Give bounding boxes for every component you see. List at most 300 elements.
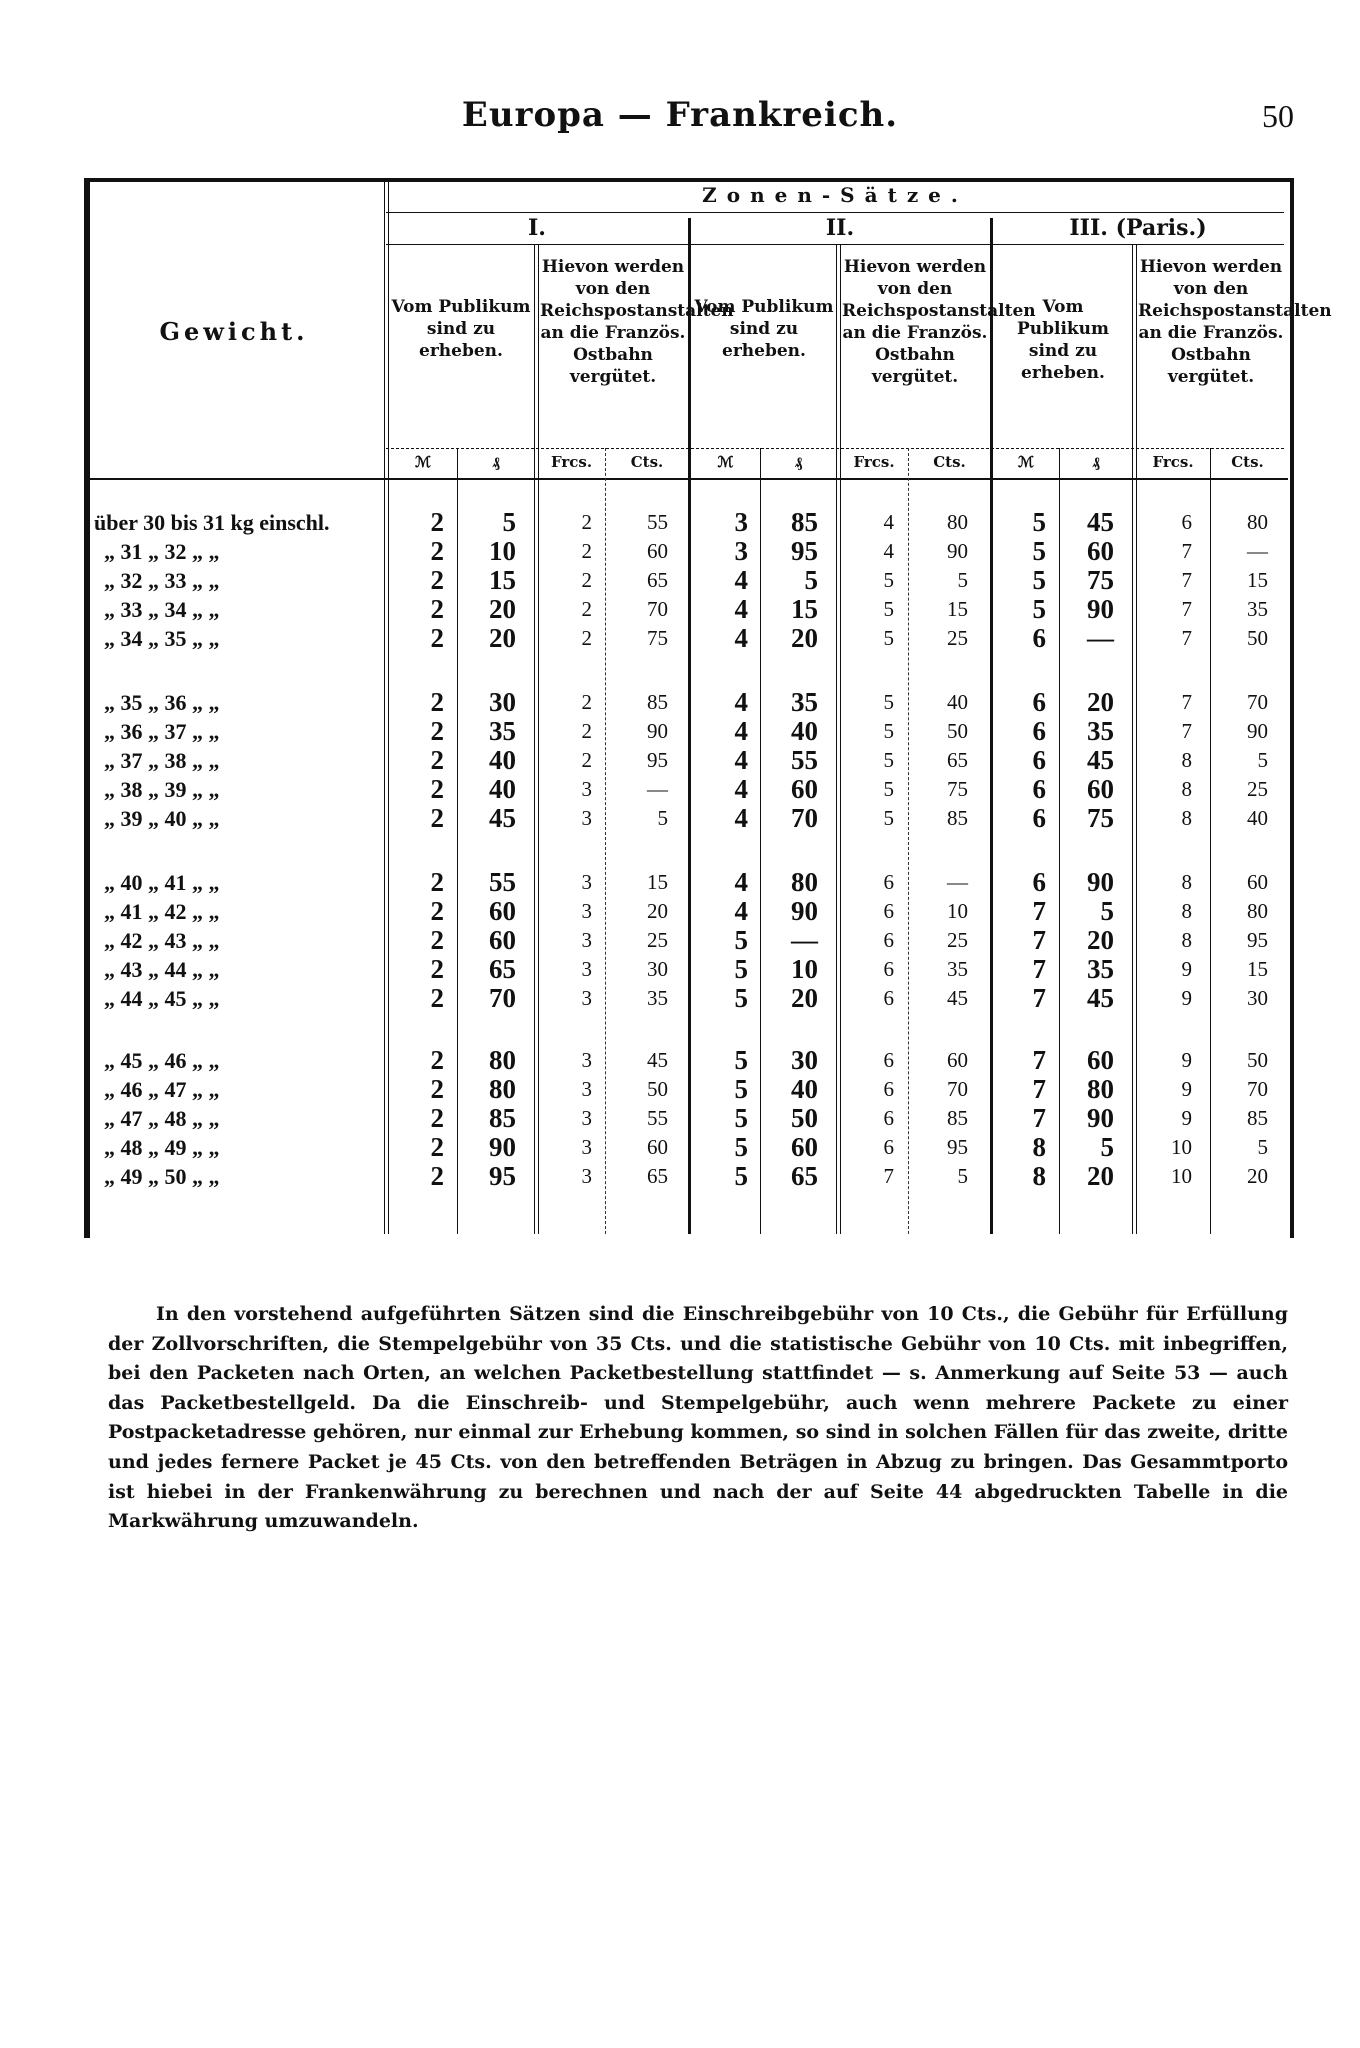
mark-zone-2: 4	[734, 896, 748, 926]
mark-zone-1: 2	[430, 1161, 444, 1191]
page-number: 50	[1262, 98, 1294, 134]
cts-zone-2: 45	[947, 986, 968, 1010]
mark-zone-2: 4	[734, 803, 748, 833]
frcs-zone-2: 5	[883, 806, 894, 830]
zone-1-label: I.	[528, 215, 546, 241]
cts-zone-2: 70	[947, 1077, 968, 1101]
mark-zone-3: 6	[1032, 867, 1046, 897]
mark-zone-2: 4	[734, 745, 748, 775]
mark-zone-1: 2	[430, 507, 444, 537]
pf-zone-2: 15	[791, 594, 818, 624]
pf-zone-1: 30	[489, 687, 516, 717]
pf-zone-2: 10	[791, 954, 818, 984]
frcs-zone-3: 7	[1181, 597, 1192, 621]
cts-zone-3: 60	[1247, 870, 1268, 894]
mark-zone-3: 6	[1032, 803, 1046, 833]
header-bottom-rule	[84, 478, 1288, 480]
weight-range: „ 47 „ 48 „ „	[104, 1106, 220, 1131]
weight-range: „ 48 „ 49 „ „	[104, 1135, 220, 1160]
cts-zone-2: 5	[957, 1164, 968, 1188]
cts-zone-1: 5	[657, 806, 668, 830]
pf-zone-2: 60	[791, 774, 818, 804]
frcs-zone-1: 3	[581, 1048, 592, 1072]
pf-zone-3: 60	[1087, 536, 1114, 566]
weight-range: „ 40 „ 41 „ „	[104, 870, 220, 895]
frcs-zone-3: 7	[1181, 690, 1192, 714]
mark-zone-1: 2	[430, 1074, 444, 1104]
pf-zone-3: 5	[1100, 1132, 1114, 1162]
cts-zone-2: 80	[947, 510, 968, 534]
frcs-zone-2: 5	[883, 626, 894, 650]
pf-zone-1: 60	[489, 925, 516, 955]
weight-range: „ 43 „ 44 „ „	[104, 957, 220, 982]
weight-range: „ 42 „ 43 „ „	[104, 928, 220, 953]
divider	[1132, 244, 1137, 1234]
cts-zone-3: 35	[1247, 597, 1268, 621]
pf-zone-2: 60	[791, 1132, 818, 1162]
divider	[534, 244, 539, 1234]
mark-zone-3: 6	[1032, 745, 1046, 775]
pf-zone-1: 60	[489, 896, 516, 926]
cts-zone-2: 5	[957, 568, 968, 592]
pf-zone-2: 65	[791, 1161, 818, 1191]
frcs-zone-3: 8	[1181, 928, 1192, 952]
frcs-zone-2: 7	[883, 1164, 894, 1188]
mark-zone-2: 5	[734, 983, 748, 1013]
mark-zone-1: 2	[430, 623, 444, 653]
mark-zone-1: 2	[430, 1103, 444, 1133]
frcs-zone-3: 10	[1171, 1135, 1192, 1159]
pf-zone-1: 10	[489, 536, 516, 566]
cts-zone-1: 70	[647, 597, 668, 621]
pf-zone-1: 70	[489, 983, 516, 1013]
frcs-zone-2: 6	[883, 870, 894, 894]
mark-zone-2: 5	[734, 954, 748, 984]
cts-zone-3: 30	[1247, 986, 1268, 1010]
zone-3-label: III. (Paris.)	[1069, 215, 1207, 241]
frcs-zone-3: 7	[1181, 568, 1192, 592]
mark-zone-1: 2	[430, 716, 444, 746]
frcs-zone-1: 3	[581, 986, 592, 1010]
frcs-zone-2: 6	[883, 1077, 894, 1101]
pf-zone-3: 60	[1087, 1045, 1114, 1075]
cts-zone-1: 60	[647, 1135, 668, 1159]
pf-zone-1: 45	[489, 803, 516, 833]
frcs-zone-3: 10	[1171, 1164, 1192, 1188]
pf-zone-2: 95	[791, 536, 818, 566]
weight-header: Gewicht.	[159, 317, 309, 346]
cts-zone-1: 65	[647, 1164, 668, 1188]
weight-range: über 30 bis 31 kg einschl.	[94, 510, 330, 535]
pf-zone-3: 45	[1087, 745, 1114, 775]
cts-zone-3: 25	[1247, 777, 1268, 801]
weight-range: „ 45 „ 46 „ „	[104, 1048, 220, 1073]
cts-zone-2: 15	[947, 597, 968, 621]
zone-2-collect-header: Vom Publikum sind zu erheben.	[694, 297, 834, 361]
pf-zone-2: 20	[791, 983, 818, 1013]
divider	[836, 244, 841, 1234]
pf-zone-2: 70	[791, 803, 818, 833]
pf-zone-2: 85	[791, 507, 818, 537]
pf-zone-1: 80	[489, 1074, 516, 1104]
cts-zone-3: 50	[1247, 626, 1268, 650]
frcs-zone-2: 5	[883, 777, 894, 801]
mark-zone-2: 4	[734, 623, 748, 653]
mark-zone-3: 7	[1032, 954, 1046, 984]
cts-zone-1: 55	[647, 1106, 668, 1130]
pf-zone-2: 40	[791, 1074, 818, 1104]
mark-zone-3: 5	[1032, 507, 1046, 537]
cts-zone-1: 95	[647, 748, 668, 772]
zone-3-credit-header: Hievon werden von den Reichspostanstalten an die Französ. Ostbahn vergütet.	[1138, 257, 1332, 387]
pf-zone-3: 60	[1087, 774, 1114, 804]
cts-zone-2: 35	[947, 957, 968, 981]
cts-zone-1: 55	[647, 510, 668, 534]
mark-zone-2: 5	[734, 925, 748, 955]
frcs-zone-3: 9	[1181, 1077, 1192, 1101]
mark-zone-3: 7	[1032, 896, 1046, 926]
pf-zone-3: 20	[1087, 1161, 1114, 1191]
frcs-zone-3: 7	[1181, 626, 1192, 650]
mark-zone-3: 7	[1032, 1045, 1046, 1075]
divider	[386, 448, 1284, 449]
pf-zone-3: 75	[1087, 565, 1114, 595]
unit-frcs: Frcs.	[550, 453, 593, 471]
mark-zone-3: 8	[1032, 1161, 1046, 1191]
cts-zone-1: 25	[647, 928, 668, 952]
cts-zone-3: 5	[1257, 748, 1268, 772]
mark-zone-2: 5	[734, 1103, 748, 1133]
frcs-zone-1: 3	[581, 806, 592, 830]
cts-zone-3: 80	[1247, 899, 1268, 923]
mark-zone-2: 5	[734, 1045, 748, 1075]
pf-zone-3: 45	[1087, 983, 1114, 1013]
pf-zone-3: 35	[1087, 716, 1114, 746]
mark-zone-1: 2	[430, 954, 444, 984]
mark-zone-2: 5	[734, 1161, 748, 1191]
frcs-zone-1: 2	[581, 510, 592, 534]
pf-zone-2: 50	[791, 1103, 818, 1133]
unit-mark: ℳ	[414, 453, 432, 471]
frcs-zone-2: 6	[883, 1106, 894, 1130]
pf-zone-1: 5	[502, 507, 516, 537]
divider	[386, 244, 1284, 245]
frcs-zone-1: 2	[581, 539, 592, 563]
frcs-zone-2: 5	[883, 719, 894, 743]
divider	[1059, 448, 1060, 1234]
mark-zone-1: 2	[430, 1045, 444, 1075]
weight-range: „ 32 „ 33 „ „	[104, 568, 220, 593]
cts-zone-3: 95	[1247, 928, 1268, 952]
unit-pf: ₰	[1092, 453, 1100, 471]
cts-zone-3: 90	[1247, 719, 1268, 743]
cts-zone-2: 90	[947, 539, 968, 563]
frcs-zone-3: 8	[1181, 806, 1192, 830]
pf-zone-1: 65	[489, 954, 516, 984]
pf-zone-2: 90	[791, 896, 818, 926]
mark-zone-1: 2	[430, 983, 444, 1013]
mark-zone-1: 2	[430, 565, 444, 595]
pf-zone-1: 35	[489, 716, 516, 746]
cts-zone-2: 40	[947, 690, 968, 714]
cts-zone-1: —	[647, 777, 668, 801]
frcs-zone-1: 3	[581, 870, 592, 894]
frcs-zone-1: 3	[581, 1135, 592, 1159]
frcs-zone-3: 9	[1181, 957, 1192, 981]
cts-zone-3: 5	[1257, 1135, 1268, 1159]
pf-zone-1: 85	[489, 1103, 516, 1133]
frcs-zone-1: 3	[581, 1164, 592, 1188]
pf-zone-3: 5	[1100, 896, 1114, 926]
divider	[457, 448, 458, 1234]
unit-frcs: Frcs.	[1152, 453, 1194, 471]
frcs-zone-3: 8	[1181, 899, 1192, 923]
unit-cts: Cts.	[1231, 453, 1264, 471]
pf-zone-2: 40	[791, 716, 818, 746]
pf-zone-1: 40	[489, 745, 516, 775]
cts-zone-2: 60	[947, 1048, 968, 1072]
frcs-zone-2: 6	[883, 957, 894, 981]
pf-zone-3: 20	[1087, 925, 1114, 955]
mark-zone-1: 2	[430, 925, 444, 955]
unit-pf: ₰	[794, 453, 803, 471]
mark-zone-2: 3	[734, 507, 748, 537]
cts-zone-3: 80	[1247, 510, 1268, 534]
cts-zone-3: —	[1247, 539, 1268, 563]
pf-zone-1: 20	[489, 594, 516, 624]
cts-zone-2: 95	[947, 1135, 968, 1159]
cts-zone-3: 85	[1247, 1106, 1268, 1130]
frcs-zone-2: 5	[883, 597, 894, 621]
frcs-zone-3: 7	[1181, 539, 1192, 563]
pf-zone-3: 80	[1087, 1074, 1114, 1104]
mark-zone-1: 2	[430, 745, 444, 775]
mark-zone-2: 5	[734, 1074, 748, 1104]
mark-zone-3: 6	[1032, 687, 1046, 717]
frcs-zone-3: 9	[1181, 986, 1192, 1010]
frcs-zone-1: 2	[581, 597, 592, 621]
weight-range: „ 35 „ 36 „ „	[104, 690, 220, 715]
cts-zone-1: 15	[647, 870, 668, 894]
frcs-zone-2: 6	[883, 928, 894, 952]
divider	[990, 218, 993, 1234]
frcs-zone-2: 6	[883, 899, 894, 923]
mark-zone-3: 5	[1032, 565, 1046, 595]
cts-zone-2: 65	[947, 748, 968, 772]
zone-2-label: II.	[825, 215, 855, 241]
frcs-zone-1: 3	[581, 957, 592, 981]
divider	[386, 212, 1284, 213]
zone-3-collect-header: Vom Publikum sind zu erheben.	[1016, 297, 1110, 383]
mark-zone-2: 4	[734, 716, 748, 746]
pf-zone-2: 20	[791, 623, 818, 653]
mark-zone-2: 4	[734, 774, 748, 804]
pf-zone-3: 45	[1087, 507, 1114, 537]
mark-zone-1: 2	[430, 687, 444, 717]
mark-zone-1: 2	[430, 1132, 444, 1162]
frcs-zone-1: 3	[581, 1106, 592, 1130]
mark-zone-2: 4	[734, 687, 748, 717]
pf-zone-3: 35	[1087, 954, 1114, 984]
frcs-zone-1: 3	[581, 777, 592, 801]
unit-frcs: Frcs.	[853, 453, 895, 471]
cts-zone-3: 40	[1247, 806, 1268, 830]
mark-zone-3: 7	[1032, 925, 1046, 955]
frcs-zone-1: 2	[581, 690, 592, 714]
weight-range: „ 37 „ 38 „ „	[104, 748, 220, 773]
mark-zone-2: 3	[734, 536, 748, 566]
pf-zone-1: 80	[489, 1045, 516, 1075]
cts-zone-2: 50	[947, 719, 968, 743]
cts-zone-3: 15	[1247, 568, 1268, 592]
mark-zone-3: 6	[1032, 716, 1046, 746]
mark-zone-3: 6	[1032, 623, 1046, 653]
cts-zone-1: 60	[647, 539, 668, 563]
pf-zone-1: 90	[489, 1132, 516, 1162]
divider	[760, 448, 761, 1234]
frcs-zone-1: 2	[581, 748, 592, 772]
cts-zone-2: 10	[947, 899, 968, 923]
divider	[688, 218, 691, 1234]
zone-1-collect-header: Vom Publikum sind zu erheben.	[391, 297, 531, 361]
frcs-zone-1: 3	[581, 1077, 592, 1101]
cts-zone-1: 90	[647, 719, 668, 743]
frcs-zone-3: 9	[1181, 1048, 1192, 1072]
frcs-zone-1: 2	[581, 568, 592, 592]
frcs-zone-3: 8	[1181, 777, 1192, 801]
pf-zone-1: 40	[489, 774, 516, 804]
mark-zone-1: 2	[430, 803, 444, 833]
pf-zone-2: 55	[791, 745, 818, 775]
frcs-zone-2: 4	[883, 510, 894, 534]
pf-zone-1: 20	[489, 623, 516, 653]
frcs-zone-1: 2	[581, 626, 592, 650]
frcs-zone-2: 6	[883, 986, 894, 1010]
cts-zone-3: 15	[1247, 957, 1268, 981]
weight-range: „ 44 „ 45 „ „	[104, 986, 220, 1011]
frcs-zone-2: 4	[883, 539, 894, 563]
cts-zone-1: 85	[647, 690, 668, 714]
weight-range: „ 38 „ 39 „ „	[104, 777, 220, 802]
cts-zone-2: 85	[947, 1106, 968, 1130]
mark-zone-1: 2	[430, 774, 444, 804]
cts-zone-2: 25	[947, 928, 968, 952]
cts-zone-3: 20	[1247, 1164, 1268, 1188]
frcs-zone-2: 6	[883, 1135, 894, 1159]
pf-zone-1: 95	[489, 1161, 516, 1191]
mark-zone-1: 2	[430, 594, 444, 624]
weight-range: „ 41 „ 42 „ „	[104, 899, 220, 924]
pf-zone-2: 5	[804, 565, 818, 595]
weight-range: „ 33 „ 34 „ „	[104, 597, 220, 622]
pf-zone-3: 75	[1087, 803, 1114, 833]
zones-header: Zonen-Sätze.	[702, 183, 968, 207]
unit-mark: ℳ	[1017, 453, 1035, 471]
weight-range: „ 39 „ 40 „ „	[104, 806, 220, 831]
pf-zone-2: —	[791, 925, 818, 955]
cts-zone-1: 50	[647, 1077, 668, 1101]
unit-cts: Cts.	[630, 453, 664, 471]
mark-zone-2: 4	[734, 565, 748, 595]
frcs-zone-3: 8	[1181, 870, 1192, 894]
pf-zone-1: 15	[489, 565, 516, 595]
cts-zone-3: 70	[1247, 1077, 1268, 1101]
rate-table	[84, 178, 1332, 1238]
mark-zone-3: 5	[1032, 594, 1046, 624]
pf-zone-2: 30	[791, 1045, 818, 1075]
mark-zone-3: 6	[1032, 774, 1046, 804]
mark-zone-3: 7	[1032, 1074, 1046, 1104]
frcs-zone-3: 6	[1181, 510, 1192, 534]
frcs-zone-2: 5	[883, 690, 894, 714]
pf-zone-3: 20	[1087, 687, 1114, 717]
pf-zone-3: 90	[1087, 867, 1114, 897]
cts-zone-2: 85	[947, 806, 968, 830]
mark-zone-2: 4	[734, 594, 748, 624]
frcs-zone-1: 3	[581, 928, 592, 952]
pf-zone-2: 35	[791, 687, 818, 717]
cts-zone-1: 75	[647, 626, 668, 650]
divider	[908, 448, 909, 1234]
frcs-zone-2: 5	[883, 568, 894, 592]
footnote: In den vorstehend aufgeführten Sätzen sind die Einschreibgebühr von 10 Cts., die Gebühr für Erfüllung der Zollvorschriften, die Stempelgebühr von 35 Cts. und die statistische Gebühr von 10 Cts. mit inbegriffen, bei den Packeten nach Orten, an welchen Packetbestellung stattfindet — s. Anmerkung auf Seite 53 — auch das Packetbestellgeld. Da die Einschreib- und Stempelgebühr, auch wenn mehrere Packete zu einer Postpacketadresse gehören, nur einmal zur Erhebung kommen, so sind in solchen Fällen für das zweite, dritte und jedes fernere Packet je 45 Cts. von den betreffenden Beträgen in Abzug zu bringen. Das Gesammtporto ist hiebei in der Frankenwährung zu berechnen und nach der auf Seite 44 abgedruckten Tabelle in die Markwährung umzuwandeln.	[108, 1303, 1288, 1533]
unit-mark: ℳ	[717, 453, 734, 471]
mark-zone-1: 2	[430, 896, 444, 926]
mark-zone-3: 7	[1032, 983, 1046, 1013]
pf-zone-3: 90	[1087, 594, 1114, 624]
frcs-zone-3: 7	[1181, 719, 1192, 743]
frcs-zone-3: 8	[1181, 748, 1192, 772]
unit-pf: ₰	[492, 453, 500, 471]
cts-zone-3: 50	[1247, 1048, 1268, 1072]
weight-range: „ 31 „ 32 „ „	[104, 539, 220, 564]
divider	[384, 178, 389, 1234]
divider	[605, 448, 606, 1234]
mark-zone-2: 5	[734, 1132, 748, 1162]
cts-zone-1: 65	[647, 568, 668, 592]
mark-zone-1: 2	[430, 867, 444, 897]
cts-zone-1: 20	[647, 899, 668, 923]
mark-zone-3: 8	[1032, 1132, 1046, 1162]
cts-zone-2: 75	[947, 777, 968, 801]
cts-zone-1: 35	[647, 986, 668, 1010]
cts-zone-1: 30	[647, 957, 668, 981]
zone-1-credit-header: Hievon werden von den Reichspostanstalten an die Französ. Ostbahn vergütet.	[540, 257, 734, 387]
mark-zone-1: 2	[430, 536, 444, 566]
frcs-zone-3: 9	[1181, 1106, 1192, 1130]
unit-cts: Cts.	[933, 453, 966, 471]
weight-range: „ 46 „ 47 „ „	[104, 1077, 220, 1102]
frcs-zone-1: 3	[581, 899, 592, 923]
pf-zone-1: 55	[489, 867, 516, 897]
weight-range: „ 36 „ 37 „ „	[104, 719, 220, 744]
pf-zone-3: 90	[1087, 1103, 1114, 1133]
weight-range: „ 34 „ 35 „ „	[104, 626, 220, 651]
mark-zone-3: 7	[1032, 1103, 1046, 1133]
weight-range: „ 49 „ 50 „ „	[104, 1164, 220, 1189]
cts-zone-1: 45	[647, 1048, 668, 1072]
cts-zone-2: 25	[947, 626, 968, 650]
pf-zone-3: —	[1087, 623, 1114, 653]
divider	[1210, 448, 1211, 1234]
mark-zone-2: 4	[734, 867, 748, 897]
frcs-zone-2: 5	[883, 748, 894, 772]
zone-2-credit-header: Hievon werden von den Reichspostanstalten an die Französ. Ostbahn vergütet.	[842, 257, 1036, 387]
cts-zone-3: 70	[1247, 690, 1268, 714]
page-title: Europa — Frankreich.	[461, 95, 899, 135]
cts-zone-2: —	[947, 870, 968, 894]
pf-zone-2: 80	[791, 867, 818, 897]
